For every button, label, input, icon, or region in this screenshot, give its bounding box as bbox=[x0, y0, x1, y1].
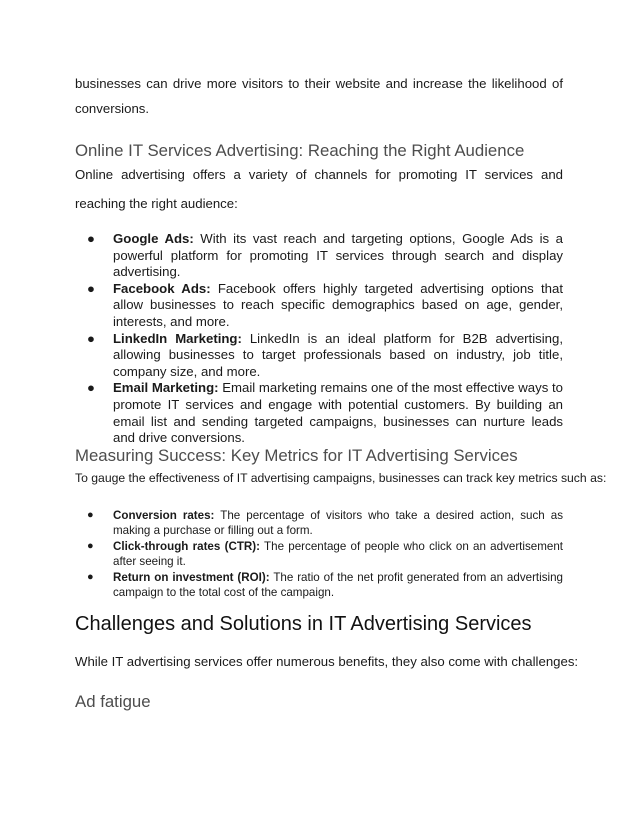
metrics-list bbox=[75, 508, 563, 600]
bullet-icon: ● bbox=[87, 380, 95, 396]
list-item bbox=[75, 570, 563, 601]
list-item-text: Facebook offers highly targeted advertising options that allow businesses to reach specific demographics based on age, gender, interests, and more. bbox=[113, 280, 563, 329]
bullet-icon: ● bbox=[87, 509, 94, 521]
list-item-term: Click-through rates (CTR): bbox=[113, 539, 260, 553]
section-heading-measuring-success: Measuring Success: Key Metrics for IT Advertising Services bbox=[75, 446, 518, 465]
list-item-text: The ratio of the net profit generated from an advertising campaign to the total cost of the campaign. bbox=[113, 570, 563, 600]
online-advertising-paragraph: Online advertising offers a variety of channels for promoting IT services and reaching the right audience: bbox=[75, 167, 563, 211]
intro-paragraph: businesses can drive more visitors to their website and increase the likelihood of conversions. bbox=[75, 76, 563, 116]
list-item-text: The percentage of people who click on an advertisement after seeing it. bbox=[113, 539, 563, 569]
section-heading-challenges: Challenges and Solutions in IT Advertising Services bbox=[75, 613, 532, 635]
list-item-term: Facebook Ads: bbox=[113, 280, 211, 296]
metrics-paragraph: To gauge the effectiveness of IT advertising campaigns, businesses can track key metrics such as: bbox=[75, 471, 607, 485]
list-item bbox=[75, 380, 563, 446]
bullet-icon: ● bbox=[87, 539, 94, 552]
list-item-text: Email marketing remains one of the most effective ways to promote IT services and engage with potential customers. By building an email list and sending targeted campaigns, businesses can nurture leads and drive conversions. bbox=[113, 380, 563, 446]
list-item bbox=[75, 508, 563, 539]
bullet-icon: ● bbox=[87, 231, 95, 246]
list-item-text: With its vast reach and targeting options, Google Ads is a powerful platform for promoting IT services through search and display advertising. bbox=[113, 231, 563, 280]
list-item-text: LinkedIn is an ideal platform for B2B advertising, allowing businesses to target professionals based on industry, job title, company size, and more. bbox=[113, 330, 563, 379]
list-item bbox=[75, 539, 563, 570]
section-heading-ad-fatigue: Ad fatigue bbox=[75, 692, 151, 711]
list-item-term: Conversion rates: bbox=[113, 509, 215, 522]
list-item-term: LinkedIn Marketing: bbox=[113, 330, 242, 346]
list-item-term: Email Marketing: bbox=[113, 380, 219, 396]
section-heading-online-advertising: Online IT Services Advertising: Reaching the Right Audience bbox=[75, 141, 525, 160]
list-item bbox=[75, 281, 563, 331]
list-item-term: Google Ads: bbox=[113, 231, 194, 246]
bullet-icon: ● bbox=[87, 570, 94, 583]
list-item-term: Return on investment (ROI): bbox=[113, 570, 270, 584]
bullet-icon: ● bbox=[87, 280, 95, 296]
list-item bbox=[75, 231, 563, 281]
online-advertising-list bbox=[75, 231, 563, 447]
bullet-icon: ● bbox=[87, 330, 95, 346]
list-item-text: The percentage of visitors who take a desired action, such as making a purchase or filling out a form. bbox=[113, 509, 563, 538]
challenges-paragraph: While IT advertising services offer numerous benefits, they also come with challenges: bbox=[75, 654, 579, 669]
list-item bbox=[75, 331, 563, 381]
